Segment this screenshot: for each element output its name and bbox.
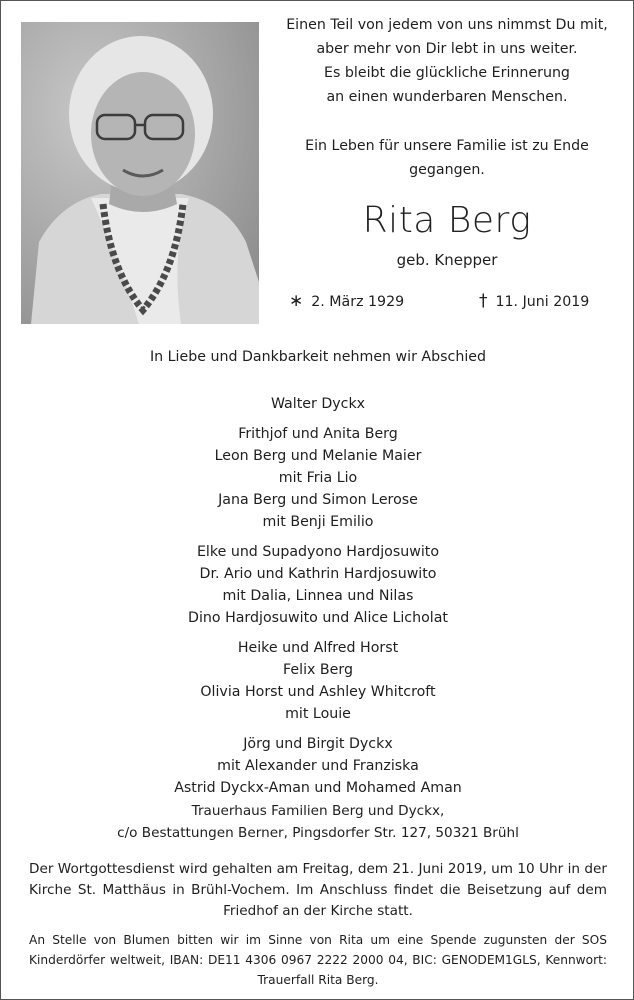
death-cross-icon: † [479, 291, 488, 311]
mourner-line: mit Dalia, Linnea und Nilas [222, 588, 414, 604]
poem-line: an einen wunderbaren Menschen. [326, 89, 568, 105]
mourner-line: Dino Hardjosuwito und Alice Licholat [188, 610, 448, 626]
mourning-address [1, 800, 634, 844]
address-line: Trauerhaus Familien Berg und Dyckx, [191, 803, 445, 819]
mourner-line: Jörg und Birgit Dyckx [243, 736, 393, 752]
deceased-name: Rita Berg [362, 200, 532, 241]
mourner-group [1, 733, 634, 799]
mourner-group [1, 423, 634, 533]
birth-date-text: 2. März 1929 [311, 294, 405, 310]
mourner-line: Felix Berg [283, 662, 353, 678]
mourner-group [1, 393, 634, 415]
life-statement [261, 134, 633, 182]
mourner-group [1, 541, 634, 629]
mourner-line: Astrid Dyckx-Aman und Mohamed Aman [174, 780, 462, 796]
mourner-line: mit Alexander und Franziska [217, 758, 419, 774]
mourner-line: Jana Berg und Simon Lerose [218, 492, 418, 508]
mourner-group [1, 637, 634, 725]
portrait-illustration [21, 22, 259, 324]
life-line: gegangen. [409, 162, 485, 178]
life-dates [281, 289, 621, 313]
death-date-text: 11. Juni 2019 [495, 294, 590, 310]
mourner-line: Dr. Ario und Kathrin Hardjosuwito [199, 566, 437, 582]
poem-line: aber mehr von Dir lebt in uns weiter. [316, 41, 578, 57]
donation-notice: An Stelle von Blumen bitten wir im Sinne von Rita um eine Spende zugunsten der SOS Kinderdörfer weltweit, IBAN: DE11 4306 0967 2222 2000 04, BIC: GENODEM1GLS, Kennwort: Trauerfall Rita Berg. [29, 933, 607, 987]
maiden-name: geb. Knepper [396, 251, 498, 269]
mourner-line: mit Louie [285, 706, 351, 722]
service-notice: Der Wortgottesdienst wird gehalten am Freitag, dem 21. Juni 2019, um 10 Uhr in der Kirche St. Matthäus in Brühl-Vochem. Im Anschluss findet die Beisetzung auf dem Friedhof an der Kirche statt. [29, 861, 607, 919]
mourner-line: mit Benji Emilio [262, 514, 374, 530]
mourner-line: Walter Dyckx [270, 396, 366, 412]
birth-date [289, 289, 404, 314]
mourner-line: Leon Berg und Melanie Maier [214, 448, 422, 464]
poem-line: Einen Teil von jedem von uns nimmst Du mit, [286, 17, 608, 33]
mourner-line: Frithjof und Anita Berg [238, 426, 398, 442]
death-date [479, 289, 589, 314]
mourner-line: Heike und Alfred Horst [237, 640, 399, 656]
mourner-line: Elke und Supadyono Hardjosuwito [196, 544, 440, 560]
mourners-list [1, 393, 634, 807]
farewell-line: In Liebe und Dankbarkeit nehmen wir Abschied [149, 349, 487, 365]
poem-line: Es bleibt die glückliche Erinnerung [324, 65, 570, 81]
portrait-photo [21, 22, 259, 324]
poem [261, 13, 633, 109]
birth-star-icon: ∗ [289, 291, 304, 311]
address-line: c/o Bestattungen Berner, Pingsdorfer Str. 127, 50321 Brühl [117, 825, 519, 841]
mourner-line: Olivia Horst und Ashley Whitcroft [200, 684, 436, 700]
mourner-line: mit Fria Lio [278, 470, 358, 486]
life-line: Ein Leben für unsere Familie ist zu Ende [305, 138, 589, 154]
